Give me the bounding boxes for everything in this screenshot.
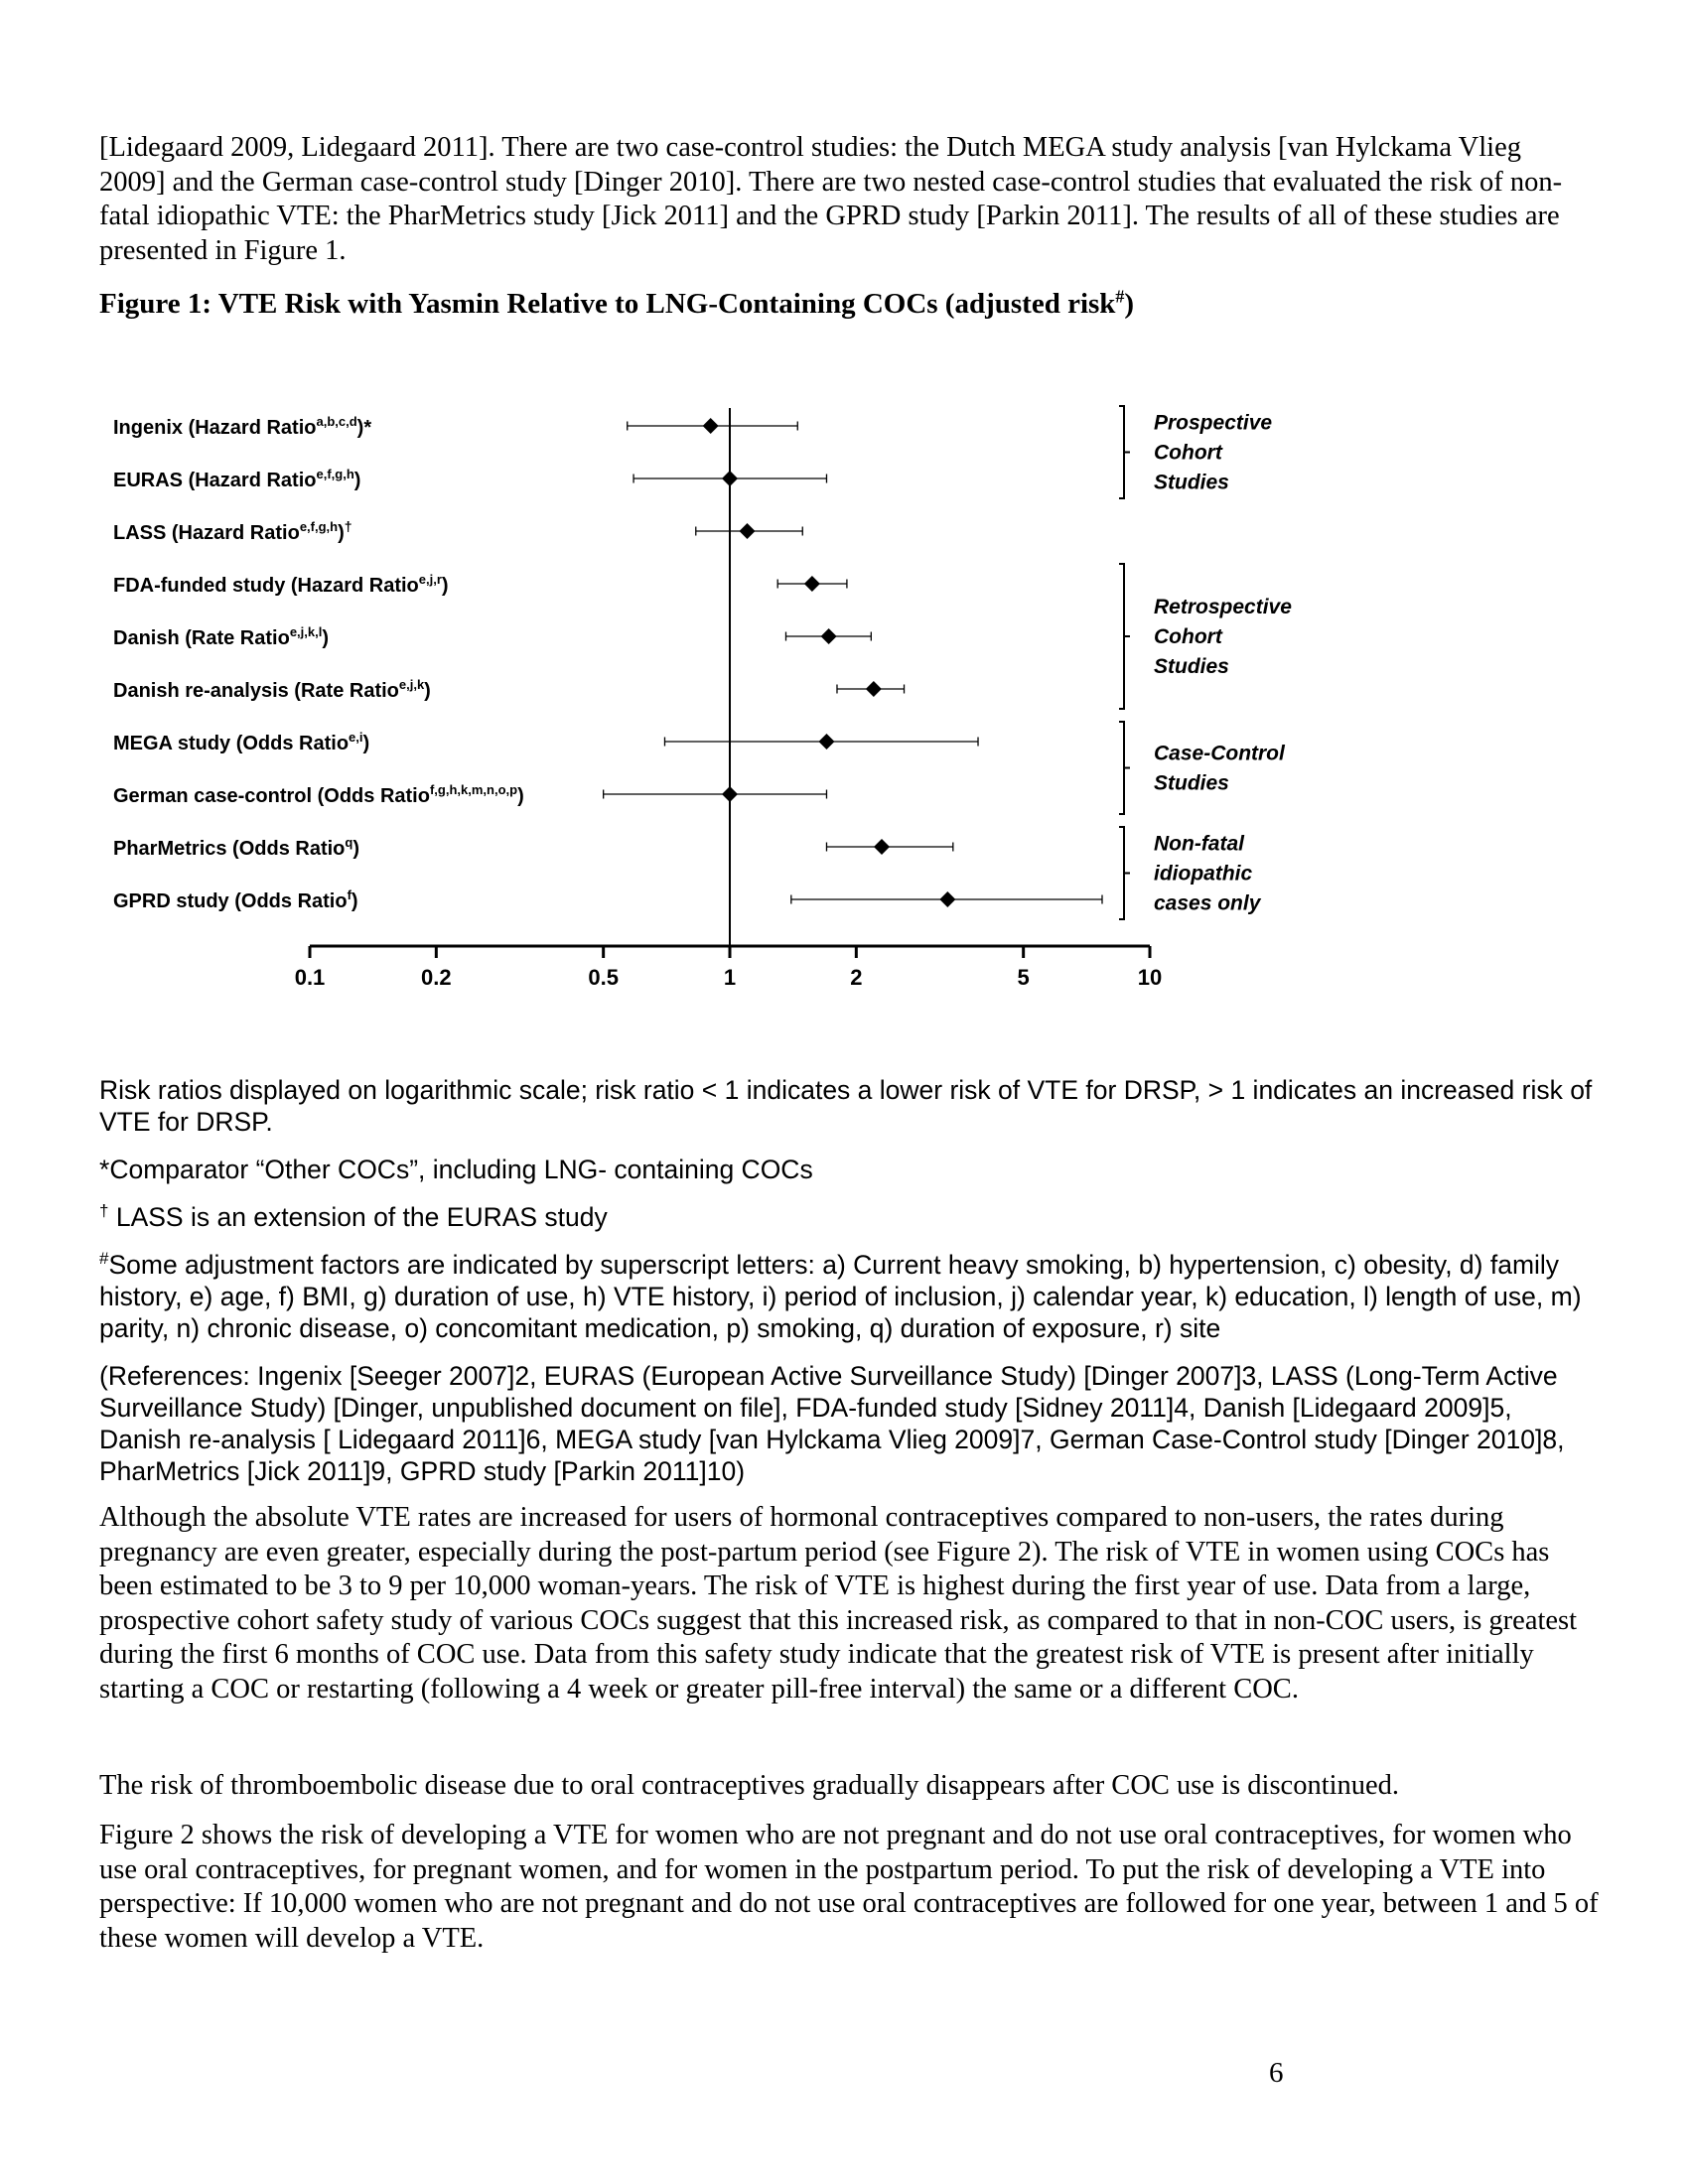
study-label: Danish re-analysis (Rate Ratio$^{e,j,k}$) [113, 677, 431, 702]
study-label: LASS (Hazard Ratio$^{e,f,g,h}$)† [113, 518, 352, 544]
group-label: cases only [1154, 891, 1261, 915]
study-label: German case-control (Odds Ratio$^{f,g,h,k,m,n,o,p}$) [113, 782, 524, 807]
x-tick-label: 0.1 [294, 965, 326, 990]
x-tick-label: 5 [1017, 965, 1030, 990]
group-bracket [1119, 564, 1130, 709]
group-label: Studies [1154, 471, 1229, 494]
page-number: 6 [1269, 2057, 1284, 2089]
figure-title-end: ) [1124, 288, 1135, 320]
intro-paragraph [99, 131, 1589, 268]
x-tick-label: 2 [850, 965, 863, 990]
body-paragraph-1: Although the absolute VTE rates are increased for users of hormonal contraceptives compared to non-users, the rates during pregnancy are even greater, especially during the post-partum period (see Figure 2). The risk of VTE in women using COCs has been estimated to be 3 to 9 per 10,000 woman-years. The risk of VTE is highest during the first year of use. Data from a large, prospective cohort safety study of various COCs suggest that this increased risk, as compared to that in non-COC users, is greatest during the first 6 months of COC use. Data from this safety study indicate that the greatest risk of VTE is present after initially starting a COC or restarting (following a 4 week or greater pill-free interval) the same or a different COC. [99, 1502, 1578, 1705]
references-note: (References: Ingenix [Seeger 2007]2, EURAS (European Active Surveillance Study) [Dinger 2007]3, LASS (Long-Term Active Surveillance Study) [Dinger, unpublished document on file], FDA-funded study [Sidney 2011]4, Danish [Lidegaard 2009]5, Danish re-analysis [ Lidegaard 2011]6, MEGA study [van Hylckama Vlieg 2009]7, German Case-Control study [Dinger 2010]8, PharMetrics [Jick 2011]9, GPRD study [Parkin 2011]10) [99, 1361, 1565, 1486]
adjustment-note-text: Some adjustment factors are indicated by superscript letters: a) Current heavy smoking, b) hypertension, c) obesity, d) family history, e) age, f) BMI, g) duration of use, h) VTE history, i) period of inclusion, j) calendar year, k) education, l) length of use, m) parity, n) chronic disease, o) concomitant medication, p) smoking, q) duration of exposure, r) site [99, 1250, 1582, 1343]
forest-plot [99, 392, 1340, 1008]
study-label: GPRD study (Odds Ratio$^f$) [113, 887, 358, 912]
point-estimate [740, 523, 756, 539]
group-label: Non-fatal [1154, 832, 1244, 856]
group-label: Cohort [1154, 625, 1222, 648]
point-estimate [939, 891, 955, 907]
study-label: EURAS (Hazard Ratio$^{e,f,g,h}$) [113, 467, 361, 491]
group-bracket [1119, 406, 1130, 498]
study-label: MEGA study (Odds Ratio$^{e,i}$) [113, 730, 370, 754]
point-estimate [818, 734, 834, 750]
intro-text: [Lidegaard 2009, Lidegaard 2011]. There are two case-control studies: the Dutch MEGA study analysis [van Hylckama Vlieg 2009] and the German case-control study [Dinger 2010]. There are two nested case-control studies that evaluated the risk of non-fatal idiopathic VTE: the PharMetrics study [Jick 2011] and the GPRD study [Parkin 2011]. The results of all of these studies are presented in Figure 1. [99, 132, 1563, 266]
dagger-mark: † [99, 1201, 109, 1221]
x-tick-label: 10 [1137, 965, 1163, 990]
figure-title-text: Figure 1: VTE Risk with Yasmin Relative to LNG-Containing COCs (adjusted risk [99, 288, 1116, 320]
group-label: Cohort [1154, 441, 1222, 465]
scale-note: Risk ratios displayed on logarithmic scale; risk ratio < 1 indicates a lower risk of VTE for DRSP, > 1 indicates an increased risk of VTE for DRSP. [99, 1075, 1593, 1137]
adjustment-note [99, 1249, 1599, 1344]
lass-note-text: LASS is an extension of the EURAS study [108, 1202, 608, 1232]
point-estimate [866, 681, 882, 697]
figure-title-sup: # [1115, 286, 1125, 307]
study-label: Danish (Rate Ratio$^{e,j,k,l}$) [113, 624, 330, 649]
body-paragraph-3: Figure 2 shows the risk of developing a VTE for women who are not pregnant and do not use oral contraceptives, for women who use oral contraceptives, for pregnant women, and for women in the postpartum period. To put the risk of developing a VTE into perspective: If 10,000 women who are not pregnant and do not use oral contraceptives are followed for one year, between 1 and 5 of these women will develop a VTE. [99, 1820, 1599, 1954]
point-estimate [874, 839, 890, 855]
group-bracket [1119, 722, 1130, 814]
x-tick-label: 0.2 [421, 965, 452, 990]
group-bracket [1119, 827, 1130, 919]
lass-note [99, 1201, 1599, 1233]
group-label: Prospective [1154, 411, 1273, 435]
x-tick-label: 1 [723, 965, 737, 990]
point-estimate [722, 471, 738, 486]
x-tick-label: 0.5 [588, 965, 619, 990]
group-label: Retrospective [1154, 596, 1292, 618]
hash-mark: # [99, 1249, 109, 1269]
group-label: Studies [1154, 771, 1229, 795]
study-label: PharMetrics (Odds Ratio$^q$) [113, 835, 360, 860]
group-label: idiopathic [1154, 862, 1253, 886]
body-paragraph-2: The risk of thromboembolic disease due to oral contraceptives gradually disappears after COC use is discontinued. [99, 1770, 1400, 1801]
point-estimate [703, 418, 719, 434]
group-label: Case-Control [1154, 742, 1285, 765]
point-estimate [722, 786, 738, 802]
figure-title [99, 288, 1134, 321]
group-label: Studies [1154, 655, 1229, 678]
point-estimate [821, 628, 837, 644]
point-estimate [804, 576, 820, 592]
study-label: FDA-funded study (Hazard Ratio$^{e,j,r}$) [113, 572, 449, 597]
comparator-note: *Comparator “Other COCs”, including LNG- containing COCs [99, 1155, 813, 1184]
study-label: Ingenix (Hazard Ratio$^{a,b,c,d}$)* [113, 414, 372, 439]
